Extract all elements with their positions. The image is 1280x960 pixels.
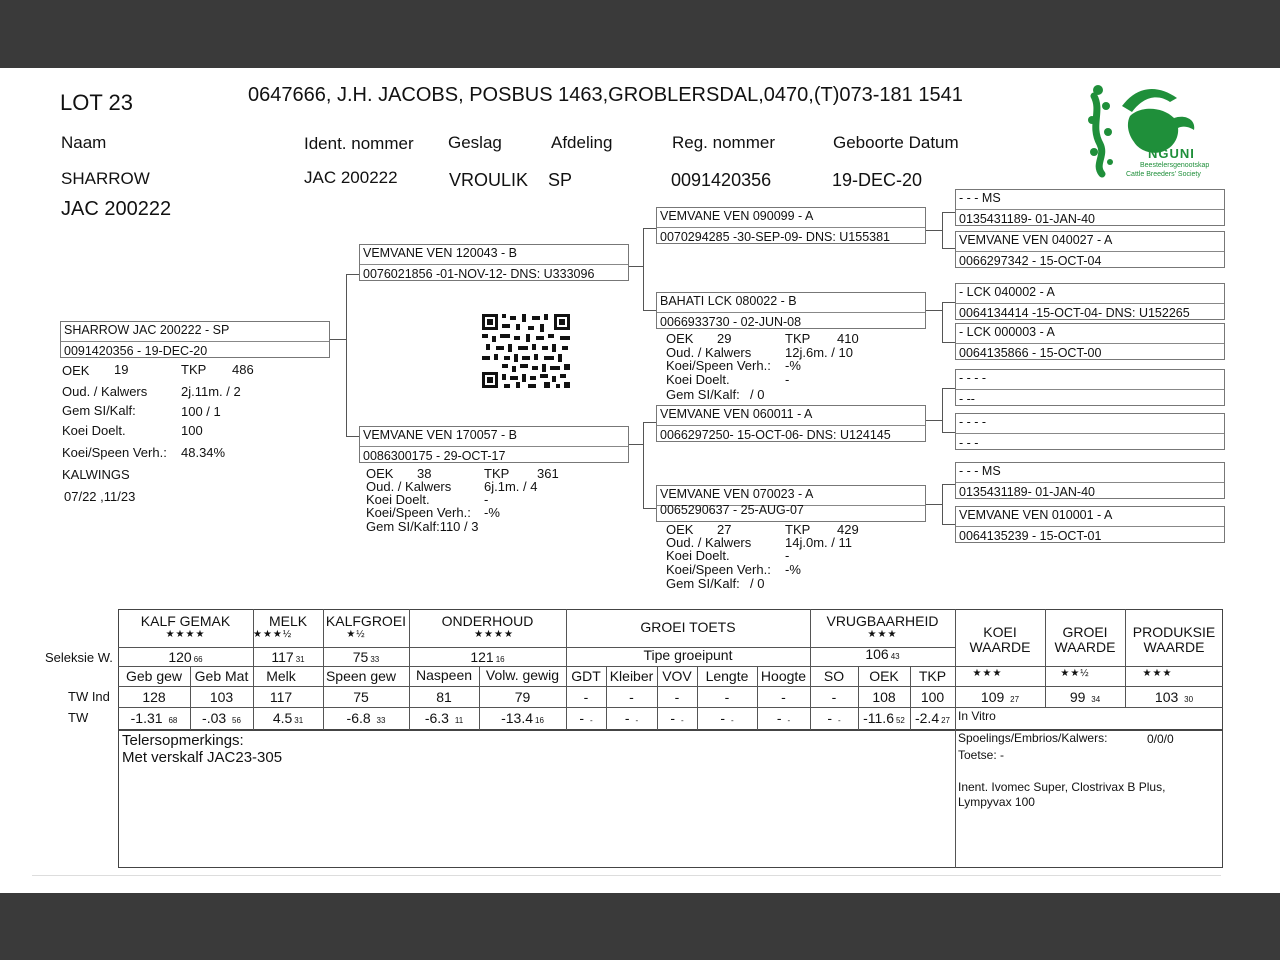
- sel-kalf-gemak: 120 66: [168, 649, 203, 665]
- group-kalf-gemak: KALF GEMAK: [140, 613, 231, 629]
- remarks-box: [118, 730, 1223, 868]
- value-reg: 0091420356: [671, 170, 772, 190]
- gp-ss-box: VEMVANE VEN 090099 - A 0070294285 -30-SEP-09- DNS: U155381: [656, 207, 926, 244]
- produksie-waarde-value: 103 30: [1154, 689, 1194, 705]
- twind-cell: 117: [269, 689, 293, 705]
- stars-melk: ★★★½: [253, 629, 293, 640]
- twind-cell: -: [724, 689, 730, 705]
- produksie-waarde-header: PRODUKSIE WAARDE: [1132, 624, 1216, 655]
- tw-cell: -2.4 27: [914, 710, 951, 726]
- group-kalfgroei: KALFGROEI: [325, 613, 407, 629]
- col-header: SO: [823, 668, 845, 684]
- col-header: Naspeen: [415, 667, 473, 683]
- koei-waarde-stars: ★★★: [972, 668, 1003, 679]
- bottom-bar: [0, 893, 1280, 960]
- col-header: TKP: [918, 668, 947, 684]
- group-groei-toets: GROEI TOETS: [640, 619, 736, 635]
- animal-line2: 0091420356 - 19-DEC-20: [64, 344, 208, 358]
- koei-waarde-header: KOEI WAARDE: [969, 624, 1031, 655]
- groei-waarde-stars: ★★½: [1060, 668, 1090, 679]
- value-geslag: VROULIK: [449, 170, 529, 190]
- label-geboorte: Geboorte Datum: [833, 133, 959, 152]
- group-onderhoud: ONDERHOUD: [441, 613, 534, 629]
- tw-cell: - -: [720, 710, 734, 726]
- stars-onderhoud: ★★★★: [474, 629, 514, 640]
- breeder-info: 0647666, J.H. JACOBS, POSBUS 1463,GROBLERSDAL,0470,(T)073-181 1541: [248, 84, 963, 106]
- ggp-box: VEMVANE VEN 010001 - A 0064135239 - 15-OCT-01: [955, 506, 1225, 543]
- tw-cell: - -: [579, 710, 593, 726]
- twind-cell: -: [629, 689, 634, 705]
- row-label-tw: TW: [68, 710, 89, 725]
- produksie-waarde-stars: ★★★: [1142, 668, 1173, 679]
- big-ident: JAC 200222: [61, 198, 172, 220]
- twind-cell: 75: [353, 689, 369, 705]
- sel-onderhoud: 121 16: [470, 649, 505, 665]
- ggp-box: - LCK 000003 - A 0064135866 - 15-OCT-00: [955, 323, 1225, 360]
- twind-cell: -: [781, 689, 786, 705]
- tw-cell: -6.8 33: [346, 710, 386, 726]
- kalwings-label: KALWINGS: [62, 467, 130, 482]
- gp-ds-box: VEMVANE VEN 060011 - A 0066297250- 15-OCT-06- DNS: U124145: [656, 405, 926, 442]
- kalwings-value: 07/22 ,11/23: [64, 489, 136, 504]
- animal-line1: SHARROW JAC 200222 - SP: [64, 323, 230, 337]
- twind-cell: -: [583, 689, 589, 705]
- ggp-box: - - - MS 0135431189- 01-JAN-40: [955, 462, 1225, 499]
- label-afdeling: Afdeling: [551, 133, 613, 152]
- label-geslag: Geslag: [448, 133, 502, 152]
- sel-kalfgroei: 75 33: [352, 649, 380, 665]
- twind-cell: 108: [872, 689, 896, 705]
- ggp-box: - - - - - - -: [955, 413, 1225, 450]
- gp-sd-box: BAHATI LCK 080022 - B 0066933730 - 02-JUN-08: [656, 292, 926, 329]
- nguni-logo: [1082, 76, 1212, 182]
- value-ident: JAC 200222: [304, 168, 398, 187]
- ggp-box: - LCK 040002 - A 0064134414 -15-OCT-04- DNS: U152265: [955, 283, 1225, 320]
- in-vitro-label: In Vitro: [958, 709, 996, 723]
- logo-line1: Beestelersgenootskap: [1140, 162, 1210, 169]
- col-header: Speen gew: [325, 668, 397, 684]
- col-header: Hoogte: [760, 668, 807, 684]
- tw-cell: 4.5 31: [272, 710, 304, 726]
- remarks-text: Met verskalf JAC23-305: [122, 749, 283, 766]
- row-label-twind: TW Ind: [68, 689, 110, 704]
- tw-cell: - -: [827, 710, 841, 726]
- group-melk: MELK: [268, 613, 308, 629]
- col-header: Geb Mat: [194, 668, 249, 684]
- col-header: Melk: [266, 668, 296, 684]
- ggp-box: - - - - - --: [955, 369, 1225, 406]
- value-naam: SHARROW: [61, 169, 150, 188]
- dam-box: VEMVANE VEN 170057 - B 0086300175 - 29-OCT-17: [359, 426, 629, 463]
- gp-dd-box: VEMVANE VEN 070023 - A 0065290637 - 25-AUG-07: [656, 485, 926, 522]
- inent-line1: Inent. Ivomec Super, Clostrivax B Plus,: [958, 780, 1166, 794]
- twind-cell: -: [674, 689, 680, 705]
- col-header: Lengte: [705, 668, 749, 684]
- inent-line2: Lympyvax 100: [958, 795, 1035, 809]
- label-reg: Reg. nommer: [672, 133, 775, 152]
- col-header: VOV: [662, 668, 692, 684]
- tw-cell: -6.3 11: [424, 710, 464, 726]
- qr-code: [482, 314, 570, 388]
- groei-waarde-header: GROEI WAARDE: [1054, 624, 1116, 655]
- twind-cell: 81: [436, 689, 452, 705]
- twind-cell: 103: [209, 689, 234, 705]
- value-geboorte: 19-DEC-20: [832, 170, 923, 190]
- tw-cell: -1.31 68: [130, 710, 178, 726]
- spoelings-label: Spoelings/Embrios/Kalwers:: [958, 731, 1108, 745]
- groei-waarde-value: 99 34: [1069, 689, 1101, 705]
- col-header: Geb gew: [125, 668, 183, 684]
- footer-divider: [32, 875, 1221, 876]
- col-header: GDT: [571, 668, 601, 684]
- ggp-box: - - - MS 0135431189- 01-JAN-40: [955, 189, 1225, 226]
- animal-box: [60, 321, 330, 358]
- sel-vrugbaarheid: 106 43: [865, 646, 900, 662]
- koei-waarde-value: 109 27: [980, 689, 1020, 705]
- logo-line2: Cattle Breeders' Society: [1126, 171, 1201, 178]
- twind-cell: -: [831, 689, 837, 705]
- col-header: Volw. gewig: [485, 667, 560, 683]
- lot-number: LOT 23: [60, 90, 133, 115]
- stars-kalf-gemak: ★★★★: [165, 629, 206, 640]
- group-vrugbaarheid: VRUGBAARHEID: [826, 613, 939, 629]
- row-label-seleksie: Seleksie W.: [45, 650, 113, 665]
- tw-cell: - -: [624, 710, 639, 726]
- stars-vrugbaarheid: ★★★: [867, 629, 898, 640]
- sel-melk: 117 31: [271, 649, 305, 665]
- value-afdeling: SP: [548, 170, 573, 190]
- label-naam: Naam: [61, 133, 107, 152]
- twind-cell: 79: [514, 689, 531, 705]
- tw-cell: -13.4 16: [501, 710, 544, 726]
- tw-cell: -.03 56: [202, 710, 241, 726]
- tw-cell: -11.6 52: [863, 710, 905, 726]
- logo-brand: NGUNI: [1148, 146, 1195, 161]
- twind-cell: 128: [142, 689, 166, 705]
- tw-cell: - -: [776, 710, 791, 726]
- toetse-label: Toetse: -: [958, 748, 1005, 762]
- col-header: Kleiber: [609, 668, 654, 684]
- spoelings-value: 0/0/0: [1147, 732, 1174, 746]
- ggp-box: VEMVANE VEN 040027 - A 0066297342 - 15-OCT-04: [955, 231, 1225, 268]
- tw-cell: - -: [670, 710, 684, 726]
- stars-kalfgroei: ★½: [346, 629, 366, 640]
- col-header: OEK: [869, 668, 899, 684]
- tipe-groeipunt: Tipe groeipunt: [643, 647, 733, 663]
- top-bar: [0, 0, 1280, 68]
- label-ident: Ident. nommer: [304, 134, 414, 153]
- twind-cell: 100: [920, 689, 945, 705]
- sire-box: VEMVANE VEN 120043 - B 0076021856 -01-NOV-12- DNS: U333096: [359, 244, 629, 281]
- remarks-title: Telersopmerkings:: [122, 732, 244, 749]
